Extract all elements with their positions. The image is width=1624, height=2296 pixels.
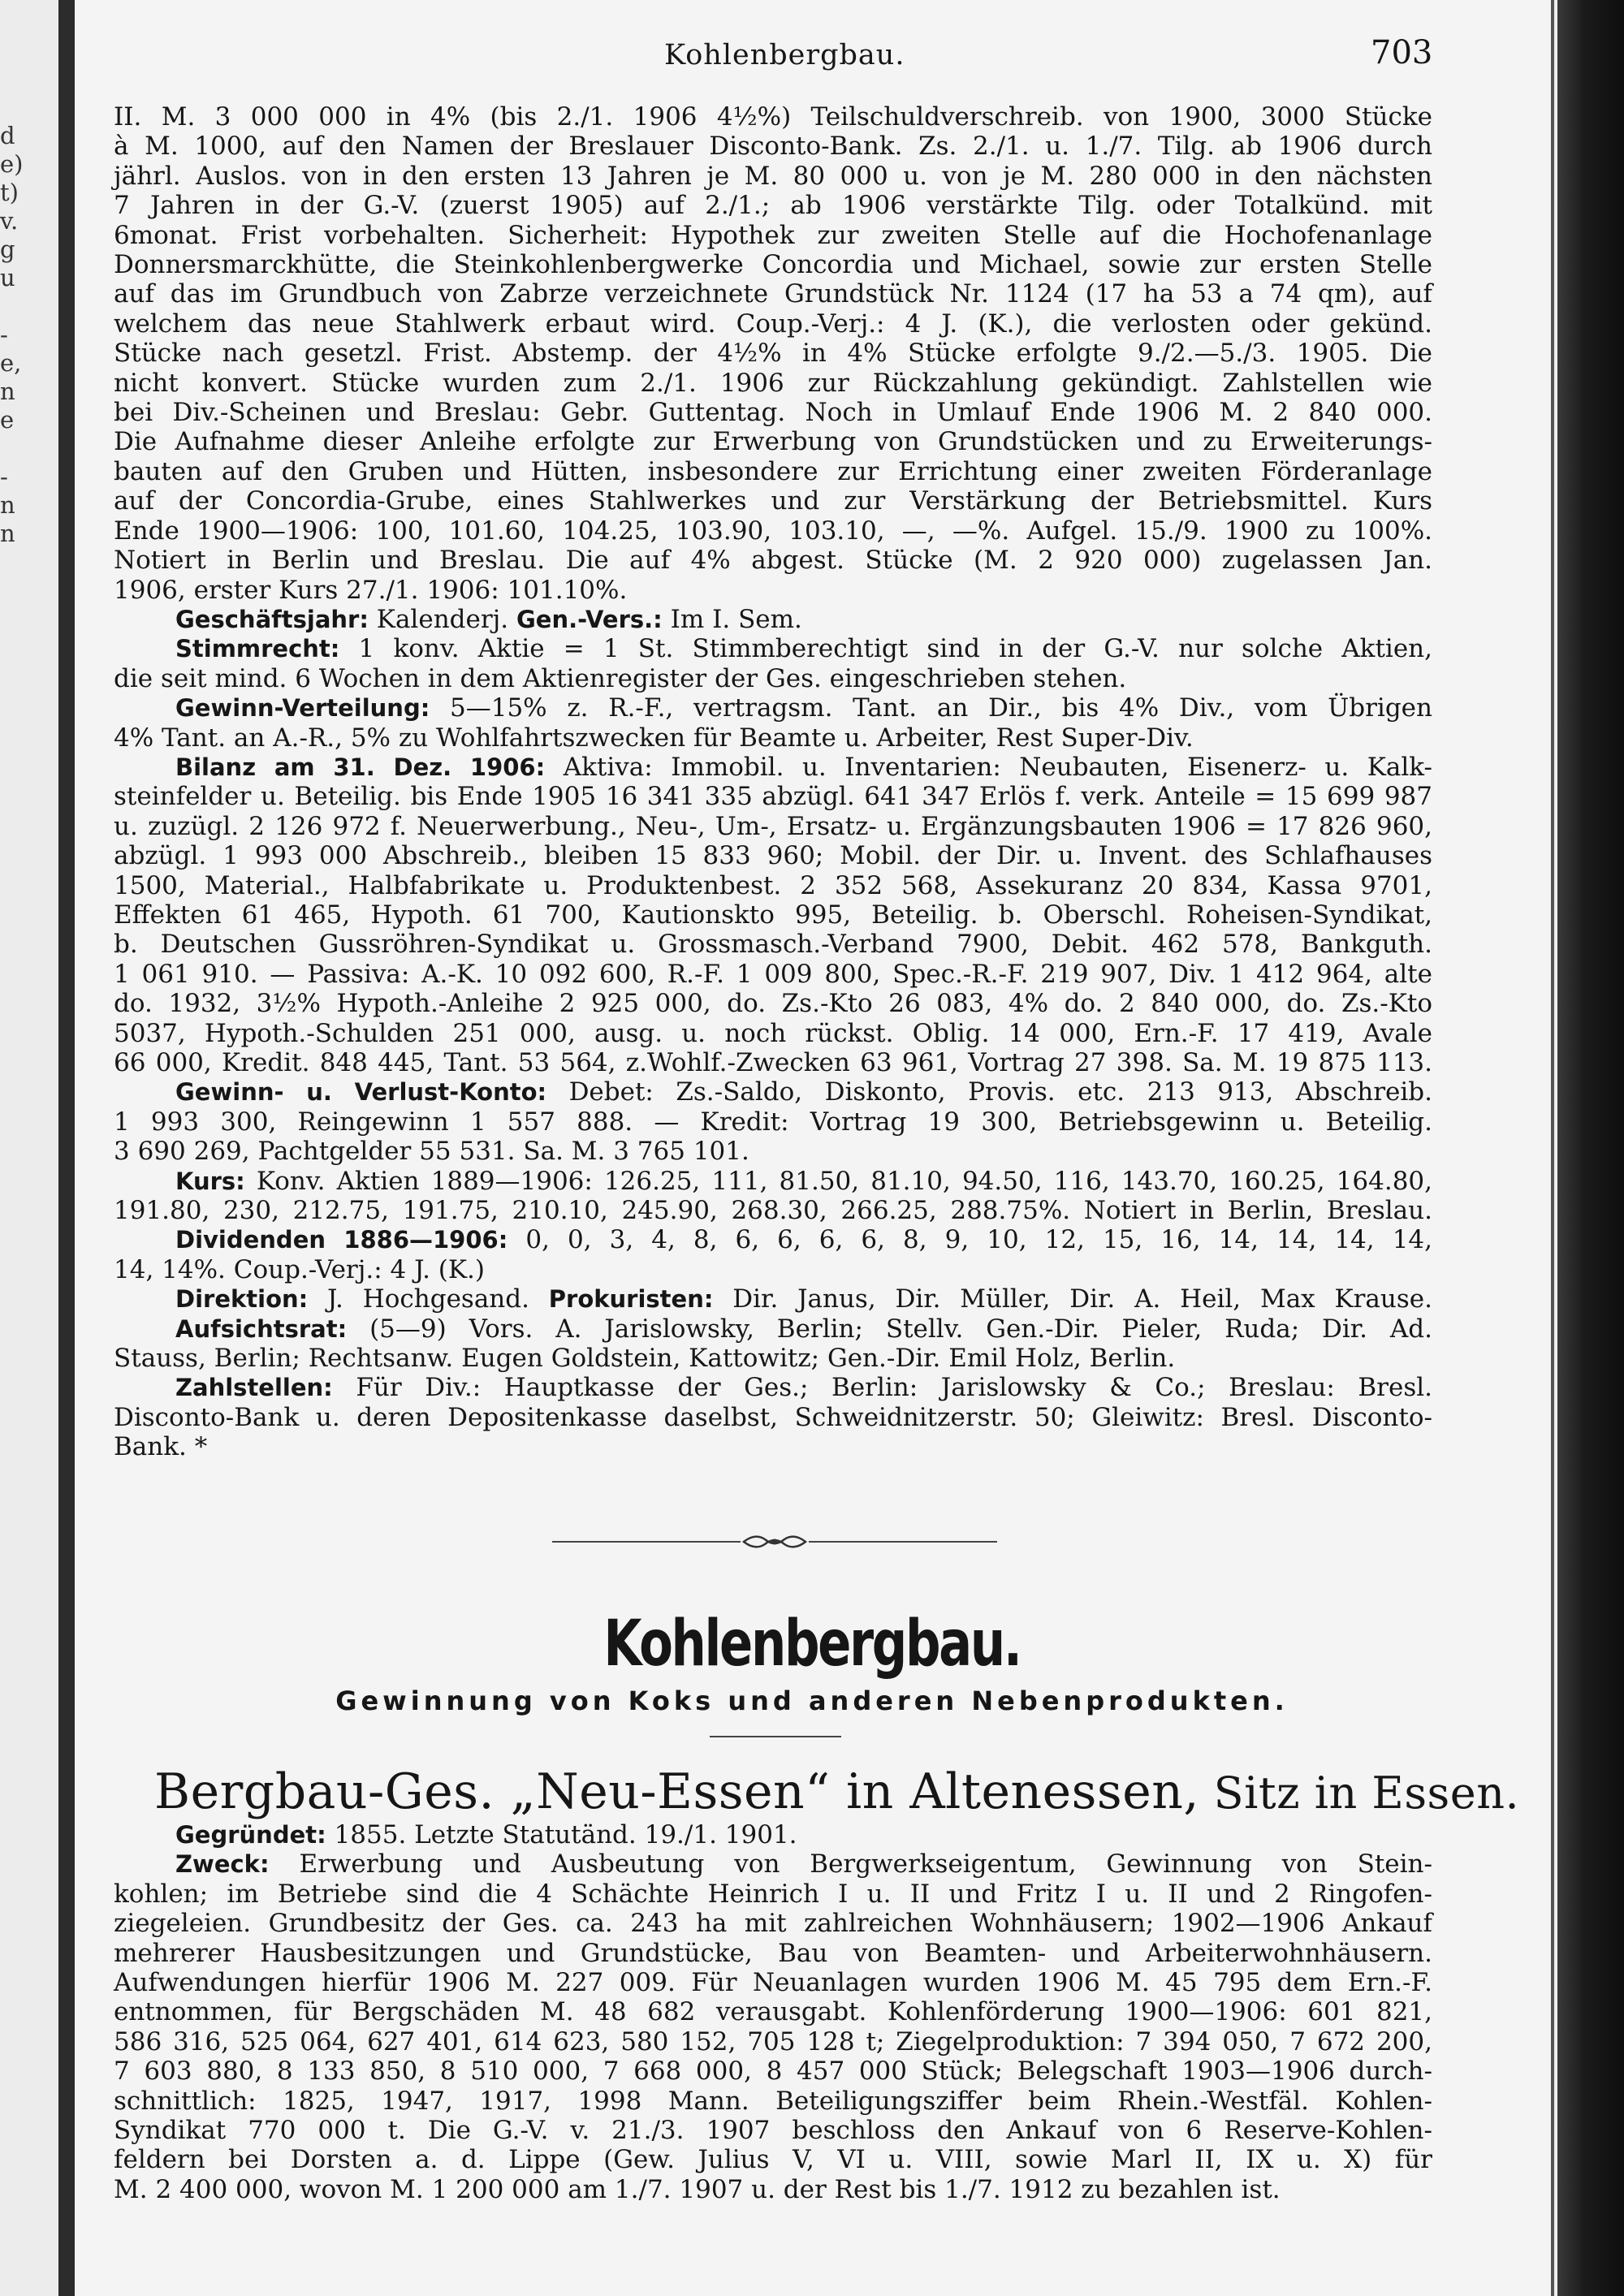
company-entry-neu-essen [114, 1820, 1432, 2204]
text-line [114, 1314, 1432, 1344]
line-text: Für Div.: Hauptkasse der Ges.; Berlin: Jarislowsky & Co.; Breslau: Bresl. [332, 1373, 1432, 1403]
company-name: Bergbau-Ges. „Neu-Essen“ in Altenessen, [154, 1763, 1199, 1820]
text-line [114, 191, 1432, 220]
section-label: Kurs: [175, 1167, 245, 1195]
text-line [114, 1849, 1432, 1879]
fragment-letter: g [0, 235, 15, 263]
line-text: à M. 1000, auf den Namen der Breslauer Disconto-Bank. Zs. 2./1. u. 1./7. Tilg. ab 1906 durch [114, 132, 1432, 162]
line-text: Aufwendungen hierfür 1906 M. 227 009. Für Neuanlagen wurden 1906 M. 45 795 dem Ern.-F. [114, 1968, 1432, 1998]
section-subtitle: Gewinnung von Koks und anderen Nebenprodukten. [335, 1685, 1289, 1716]
fragment-letter: t) [0, 179, 19, 206]
text-line [114, 1167, 1432, 1196]
text-line [114, 369, 1432, 398]
line-text: 191.80, 230, 212.75, 191.75, 210.10, 245.90, 268.30, 266.25, 288.75%. Notiert in Berlin, Breslau. [114, 1196, 1432, 1226]
fragment-letter [0, 292, 19, 321]
line-text: die seit mind. 6 Wochen in dem Aktienregister der Ges. eingeschrieben stehen. [114, 663, 1127, 693]
line-text: Syndikat 770 000 t. Die G.-V. v. 21./3. 1907 beschloss den Ankauf von 6 Reserve-Kohlen- [114, 2116, 1432, 2146]
text-line [114, 162, 1432, 191]
text-line [114, 1196, 1432, 1225]
text-line [114, 960, 1432, 989]
line-text: Im I. Sem. [662, 604, 802, 634]
line-text: Effekten 61 465, Hypoth. 61 700, Kautionskto 995, Beteilig. b. Oberschl. Roheisen-Syndikat, [114, 900, 1432, 930]
line-text: J. Hochgesand. [308, 1284, 549, 1314]
text-line [114, 1137, 1432, 1166]
text-line [114, 2027, 1432, 2056]
fragment-letter: - [0, 463, 8, 490]
text-line [114, 871, 1432, 900]
line-text: 1 993 300, Reingewinn 1 557 888. — Kredit: Vortrag 19 300, Betriebsgewinn u. Beteilig. [114, 1107, 1432, 1137]
text-line [114, 1077, 1432, 1107]
adjacent-page-fragments [0, 122, 24, 548]
line-text: Dir. Janus, Dir. Müller, Dir. A. Heil, Max Krause. [713, 1284, 1432, 1314]
text-line [114, 457, 1432, 486]
line-text: M. 2 400 000, wovon M. 1 200 000 am 1./7. 1907 u. der Rest bis 1./7. 1912 zu bezahlen ist. [114, 2174, 1281, 2204]
section-label: Dividenden 1886—1906: [175, 1226, 508, 1254]
text-line [114, 634, 1432, 663]
section-label: Gegründet: [175, 1821, 326, 1849]
text-line [114, 753, 1432, 782]
fragment-letter: e) [0, 150, 24, 178]
section-label: Stimmrecht: [175, 635, 340, 663]
line-text: Donnersmarckhütte, die Steinkohlenbergwerke Concordia und Michael, sowie zur ersten Stelle [114, 250, 1432, 280]
text-line [114, 930, 1432, 959]
line-text: auf der Concordia-Grube, eines Stahlwerkes und zur Verstärkung der Betriebsmittel. Kurs [114, 486, 1432, 516]
section-divider-ornament [552, 1530, 997, 1554]
text-line [114, 486, 1432, 516]
line-text: Stauss, Berlin; Rechtsanw. Eugen Goldstein, Kattowitz; Gen.-Dir. Emil Holz, Berlin. [114, 1344, 1176, 1374]
line-text: Konv. Aktien 1889—1906: 126.25, 111, 81.50, 81.10, 94.50, 116, 143.70, 160.25, 164.80, [244, 1166, 1432, 1196]
text-line [114, 1939, 1432, 1968]
text-line [114, 1820, 1432, 1849]
line-text: u. zuzügl. 2 126 972 f. Neuerwerbung., Neu-, Um-, Ersatz- u. Ergänzungsbauten 1906 = 17 826 960, [114, 811, 1432, 841]
text-line [114, 1344, 1432, 1373]
line-text: kohlen; im Betriebe sind die 4 Schächte Heinrich I u. II und Fritz I u. II und 2 Ringofen- [114, 1879, 1432, 1909]
line-text: bauten auf den Gruben und Hütten, insbesondere zur Errichtung einer zweiten Förderanlage [114, 456, 1432, 486]
section-label: Gewinn-Verteilung: [175, 694, 430, 723]
line-text: do. 1932, 3½% Hypoth.-Anleihe 2 925 000, do. Zs.-Kto 26 083, 4% do. 2 840 000, do. Zs.-Kto [114, 989, 1432, 1019]
line-text: 5037, Hypoth.-Schulden 251 000, ausg. u. noch rückst. Oblig. 14 000, Ern.-F. 17 419, Avale [114, 1018, 1432, 1048]
text-line [114, 989, 1432, 1018]
fragment-letter: u [0, 264, 15, 291]
line-text: 3 690 269, Pachtgelder 55 531. Sa. M. 3 765 101. [114, 1137, 749, 1167]
company-entry-continued [114, 102, 1432, 1462]
line-text: jährl. Auslos. von in den ersten 13 Jahren je M. 80 000 u. von je M. 280 000 in den nächsten [114, 161, 1432, 191]
line-text: b. Deutschen Gussröhren-Syndikat u. Grossmasch.-Verband 7900, Debit. 462 578, Bankguth. [114, 930, 1432, 960]
text-line [114, 693, 1432, 723]
text-line [114, 2175, 1432, 2204]
running-head: Kohlenbergbau. [664, 39, 905, 71]
text-line [114, 1403, 1432, 1432]
text-line [114, 1373, 1432, 1402]
text-line [114, 339, 1432, 368]
line-text: 66 000, Kredit. 848 445, Tant. 53 564, z.Wohlf.-Zwecken 63 961, Vortrag 27 398. Sa. M. 19 875 113. [114, 1048, 1432, 1077]
line-text: 1500, Material., Halbfabrikate u. Produktenbest. 2 352 568, Assekuranz 20 834, Kassa 9701, [114, 870, 1432, 900]
text-line [114, 1997, 1432, 2026]
line-text: 586 316, 525 064, 627 401, 614 623, 580 152, 705 128 t; Ziegelproduktion: 7 394 050, 7 672 200, [114, 2026, 1432, 2056]
line-text: 6monat. Frist vorbehalten. Sicherheit: Hypothek zur zweiten Stelle auf die Hochofenanlage [114, 220, 1432, 250]
text-line [114, 1284, 1432, 1314]
right-edge-line [1551, 0, 1554, 2296]
line-text: mehrerer Hausbesitzungen und Grundstücke, Bau von Beamten- und Arbeiterwohnhäusern. [114, 1938, 1432, 1968]
line-text: 1855. Letzte Statutänd. 19./1. 1901. [326, 1820, 797, 1849]
section-label: Aufsichtsrat: [175, 1314, 348, 1343]
section-label: Bilanz am 31. Dez. 1906: [175, 753, 546, 781]
section-label: Geschäftsjahr: [175, 605, 369, 633]
fragment-letter: v. [0, 207, 19, 235]
company-seat: Sitz in Essen. [1199, 1767, 1520, 1819]
fragment-letter: d [0, 122, 15, 149]
line-text: 14, 14%. Coup.-Verj.: 4 J. (K.) [114, 1254, 486, 1284]
text-line [114, 576, 1432, 605]
fragment-letter: - [0, 321, 8, 348]
line-text: Kalenderj. [368, 604, 516, 634]
section-label: Gewinn- u. Verlust-Konto: [175, 1078, 547, 1107]
line-text: ziegeleien. Grundbesitz der Ges. ca. 243 ha mit zahlreichen Wohnhäusern; 1902—1906 Ankauf [114, 1909, 1432, 1939]
line-text: Stücke nach gesetzl. Frist. Abstemp. der 4½% in 4% Stücke erfolgte 9./2.—5./3. 1905. Die [114, 339, 1432, 369]
text-line [114, 279, 1432, 309]
text-line [114, 516, 1432, 546]
text-line [114, 605, 1432, 634]
text-line [114, 398, 1432, 427]
line-text: 4% Tant. an A.-R., 5% zu Wohlfahrtszwecken für Beamte u. Arbeiter, Rest Super-Div. [114, 723, 1194, 753]
section-label: Gen.-Vers.: [516, 605, 663, 633]
right-edge-shadow [1557, 0, 1624, 2296]
line-text: 1 061 910. — Passiva: A.-K. 10 092 600, R.-F. 1 009 800, Spec.-R.-F. 219 907, Div. 1 412 964, alte [114, 959, 1432, 989]
fragment-letter: n [0, 491, 15, 519]
text-line [114, 723, 1432, 753]
page-number: 703 [1371, 34, 1433, 71]
line-text: auf das im Grundbuch von Zabrze verzeichnete Grundstück Nr. 1124 (17 ha 53 a 74 qm), auf [114, 279, 1432, 309]
line-text: steinfelder u. Beteilig. bis Ende 1905 16 341 335 abzügl. 641 347 Erlös f. verk. Anteile = 15 699 987 [114, 782, 1432, 812]
line-text: schnittlich: 1825, 1947, 1917, 1998 Mann. Beteiligungsziffer beim Rhein.-Westfäl. Kohlen- [114, 2086, 1432, 2116]
text-line [114, 2087, 1432, 2116]
text-line [114, 309, 1432, 339]
line-text: Die Aufnahme dieser Anleihe erfolgte zur Erwerbung von Grundstücken und zu Erweiterungs- [114, 427, 1432, 457]
line-text: nicht konvert. Stücke wurden zum 2./1. 1906 zur Rückzahlung gekündigt. Zahlstellen wie [114, 368, 1432, 398]
line-text: Disconto-Bank u. deren Depositenkasse daselbst, Schweidnitzerstr. 50; Gleiwitz: Bresl. Disconto- [114, 1402, 1432, 1432]
line-text: Ende 1900—1906: 100, 101.60, 104.25, 103.90, 103.10, —, —%. Aufgel. 15./9. 1900 zu 100%. [114, 516, 1432, 546]
line-text: 0, 0, 3, 4, 8, 6, 6, 6, 6, 8, 9, 10, 12, 15, 16, 14, 14, 14, 14, [508, 1225, 1433, 1255]
company-heading [154, 1763, 1519, 1820]
text-line [114, 1225, 1432, 1254]
section-label: Zahlstellen: [175, 1374, 333, 1402]
text-line [114, 132, 1432, 161]
line-text: Erwerbung und Ausbeutung von Bergwerkseigentum, Gewinnung von Stein- [269, 1849, 1432, 1880]
line-text: welchem das neue Stahlwerk erbaut wird. Coup.-Verj.: 4 J. (K.), die verlosten oder gekünd. [114, 309, 1432, 339]
line-text: 1 konv. Aktie = 1 St. Stimmberechtigt sind in der G.-V. nur solche Aktien, [339, 634, 1432, 664]
short-rule [710, 1736, 841, 1737]
text-line [114, 427, 1432, 456]
text-line [114, 546, 1432, 575]
text-line [114, 2145, 1432, 2174]
line-text: bei Div.-Scheinen und Breslau: Gebr. Guttentag. Noch in Umlauf Ende 1906 M. 2 840 000. [114, 398, 1432, 428]
line-text: (5—9) Vors. A. Jarislowsky, Berlin; Stellv. Gen.-Dir. Pieler, Ruda; Dir. Ad. [347, 1314, 1432, 1344]
fragment-letter: n [0, 520, 15, 547]
line-text: 7 603 880, 8 133 850, 8 510 000, 7 668 000, 8 457 000 Stück; Belegschaft 1903—1906 durch- [114, 2056, 1432, 2087]
fragment-letter: n [0, 378, 15, 405]
line-text: 5—15% z. R.-F., vertragsm. Tant. an Dir., bis 4% Div., vom Übrigen [430, 693, 1432, 723]
text-line [114, 900, 1432, 930]
text-line [114, 250, 1432, 279]
text-line [114, 102, 1432, 132]
line-text: abzügl. 1 993 000 Abschreib., bleiben 15 833 960; Mobil. der Dir. u. Invent. des Schlafhauses [114, 841, 1432, 871]
section-label: Direktion: [175, 1285, 309, 1314]
text-line [114, 1432, 1432, 1461]
line-text: Debet: Zs.-Saldo, Diskonto, Provis. etc. 213 913, Abschreib. [546, 1077, 1432, 1107]
text-line [114, 1880, 1432, 1909]
line-text: 1906, erster Kurs 27./1. 1906: 101.10%. [114, 575, 628, 605]
text-line [114, 2056, 1432, 2086]
fragment-letter: e, [0, 349, 22, 377]
line-text: 7 Jahren in der G.-V. (zuerst 1905) auf 2./1.; ab 1906 verstärkte Tilg. oder Totalkünd. mit [114, 191, 1432, 221]
text-line [114, 1107, 1432, 1137]
text-line [114, 1048, 1432, 1077]
line-text: entnommen, für Bergschäden M. 48 682 verausgabt. Kohlenförderung 1900—1906: 601 821, [114, 1997, 1432, 2027]
text-line [114, 782, 1432, 811]
text-line [114, 812, 1432, 841]
line-text: Aktiva: Immobil. u. Inventarien: Neubauten, Eisenerz- u. Kalk- [545, 752, 1432, 782]
binding-gutter [58, 0, 75, 2296]
text-line [114, 1255, 1432, 1284]
line-text: II. M. 3 000 000 in 4% (bis 2./1. 1906 4½%) Teilschuldverschreib. von 1900, 3000 Stücke [114, 102, 1432, 132]
text-line [114, 664, 1432, 693]
text-line [114, 841, 1432, 870]
text-line [114, 2116, 1432, 2145]
section-title: Kohlenbergbau. [603, 1608, 1021, 1681]
line-text: feldern bei Dorsten a. d. Lippe (Gew. Julius V, VI u. VIII, sowie Marl II, IX u. X) für [114, 2145, 1432, 2175]
text-line [114, 1909, 1432, 1938]
text-line [114, 221, 1432, 250]
fragment-letter: e [0, 406, 15, 434]
text-line [114, 1968, 1432, 1997]
fragment-letter [0, 434, 19, 463]
line-text: Bank. * [114, 1432, 208, 1462]
text-line [114, 1019, 1432, 1048]
section-label: Prokuristen: [548, 1285, 714, 1314]
section-label: Zweck: [175, 1850, 270, 1879]
line-text: Notiert in Berlin und Breslau. Die auf 4% abgest. Stücke (M. 2 920 000) zugelassen Jan. [114, 546, 1432, 576]
